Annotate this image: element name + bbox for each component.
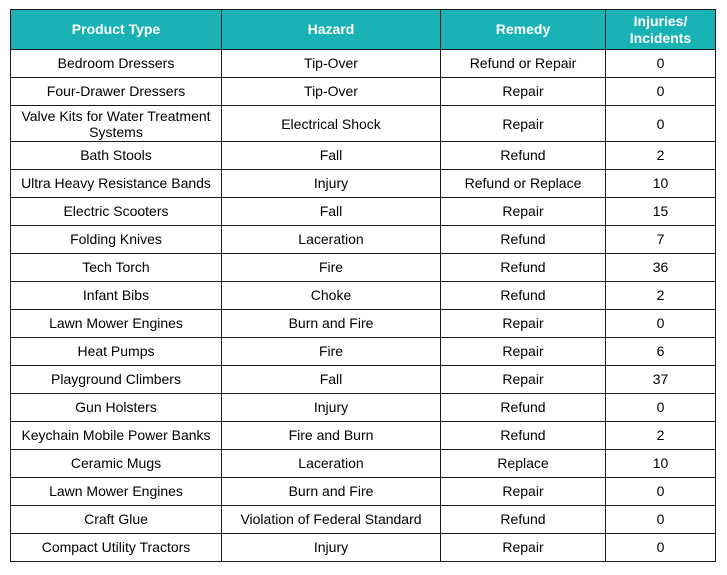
cell-product-type: Craft Glue bbox=[11, 506, 222, 534]
header-injuries-incidents: Injuries/ Incidents bbox=[606, 10, 716, 50]
table-row bbox=[11, 282, 716, 310]
table-row bbox=[11, 450, 716, 478]
cell-injuries: 0 bbox=[606, 506, 716, 534]
cell-remedy: Refund bbox=[441, 506, 606, 534]
cell-product-type: Compact Utility Tractors bbox=[11, 534, 222, 562]
cell-remedy: Replace bbox=[441, 450, 606, 478]
cell-hazard: Fall bbox=[222, 198, 441, 226]
cell-hazard: Laceration bbox=[222, 226, 441, 254]
cell-product-type: Bath Stools bbox=[11, 142, 222, 170]
cell-hazard: Tip-Over bbox=[222, 50, 441, 78]
cell-hazard: Choke bbox=[222, 282, 441, 310]
cell-product-type: Heat Pumps bbox=[11, 338, 222, 366]
cell-hazard: Injury bbox=[222, 534, 441, 562]
cell-remedy: Repair bbox=[441, 534, 606, 562]
cell-hazard: Burn and Fire bbox=[222, 478, 441, 506]
table-row bbox=[11, 254, 716, 282]
cell-injuries: 0 bbox=[606, 106, 716, 142]
cell-hazard: Fall bbox=[222, 366, 441, 394]
recall-table bbox=[10, 9, 716, 562]
header-row bbox=[11, 10, 716, 50]
cell-product-type: Electric Scooters bbox=[11, 198, 222, 226]
cell-hazard: Electrical Shock bbox=[222, 106, 441, 142]
table-row bbox=[11, 506, 716, 534]
table-row bbox=[11, 534, 716, 562]
cell-injuries: 0 bbox=[606, 310, 716, 338]
cell-injuries: 6 bbox=[606, 338, 716, 366]
cell-remedy: Repair bbox=[441, 338, 606, 366]
cell-remedy: Repair bbox=[441, 366, 606, 394]
cell-remedy: Refund bbox=[441, 254, 606, 282]
cell-injuries: 10 bbox=[606, 450, 716, 478]
cell-injuries: 15 bbox=[606, 198, 716, 226]
cell-remedy: Refund or Repair bbox=[441, 50, 606, 78]
cell-injuries: 37 bbox=[606, 366, 716, 394]
cell-remedy: Repair bbox=[441, 478, 606, 506]
cell-injuries: 2 bbox=[606, 282, 716, 310]
cell-product-type: Lawn Mower Engines bbox=[11, 310, 222, 338]
table-row bbox=[11, 366, 716, 394]
cell-injuries: 0 bbox=[606, 394, 716, 422]
cell-injuries: 36 bbox=[606, 254, 716, 282]
cell-remedy: Refund bbox=[441, 226, 606, 254]
table-row bbox=[11, 394, 716, 422]
cell-injuries: 2 bbox=[606, 142, 716, 170]
cell-product-type: Infant Bibs bbox=[11, 282, 222, 310]
cell-product-type: Gun Holsters bbox=[11, 394, 222, 422]
header-product-type: Product Type bbox=[11, 10, 222, 50]
cell-remedy: Repair bbox=[441, 106, 606, 142]
cell-product-type: Bedroom Dressers bbox=[11, 50, 222, 78]
cell-product-type: Folding Knives bbox=[11, 226, 222, 254]
table-row bbox=[11, 422, 716, 450]
cell-injuries: 0 bbox=[606, 50, 716, 78]
cell-injuries: 7 bbox=[606, 226, 716, 254]
cell-product-type: Playground Climbers bbox=[11, 366, 222, 394]
cell-injuries: 0 bbox=[606, 534, 716, 562]
cell-product-type: Tech Torch bbox=[11, 254, 222, 282]
cell-remedy: Repair bbox=[441, 78, 606, 106]
cell-product-type: Lawn Mower Engines bbox=[11, 478, 222, 506]
cell-product-type: Ceramic Mugs bbox=[11, 450, 222, 478]
table-row bbox=[11, 50, 716, 78]
table-row bbox=[11, 142, 716, 170]
cell-injuries: 0 bbox=[606, 478, 716, 506]
cell-remedy: Refund or Replace bbox=[441, 170, 606, 198]
cell-hazard: Laceration bbox=[222, 450, 441, 478]
cell-hazard: Injury bbox=[222, 394, 441, 422]
table-row bbox=[11, 478, 716, 506]
cell-remedy: Repair bbox=[441, 310, 606, 338]
header-hazard: Hazard bbox=[222, 10, 441, 50]
cell-hazard: Burn and Fire bbox=[222, 310, 441, 338]
cell-product-type: Keychain Mobile Power Banks bbox=[11, 422, 222, 450]
table-row bbox=[11, 310, 716, 338]
cell-hazard: Violation of Federal Standard bbox=[222, 506, 441, 534]
table-row bbox=[11, 226, 716, 254]
cell-hazard: Tip-Over bbox=[222, 78, 441, 106]
table-row bbox=[11, 198, 716, 226]
header-remedy: Remedy bbox=[441, 10, 606, 50]
table-row bbox=[11, 106, 716, 142]
cell-remedy: Refund bbox=[441, 422, 606, 450]
cell-product-type: Ultra Heavy Resistance Bands bbox=[11, 170, 222, 198]
cell-hazard: Fire bbox=[222, 254, 441, 282]
table-row bbox=[11, 170, 716, 198]
cell-hazard: Injury bbox=[222, 170, 441, 198]
cell-injuries: 2 bbox=[606, 422, 716, 450]
cell-remedy: Refund bbox=[441, 142, 606, 170]
table-row bbox=[11, 78, 716, 106]
cell-hazard: Fire bbox=[222, 338, 441, 366]
cell-injuries: 0 bbox=[606, 78, 716, 106]
cell-product-type: Four-Drawer Dressers bbox=[11, 78, 222, 106]
cell-remedy: Refund bbox=[441, 394, 606, 422]
cell-product-type: Valve Kits for Water Treatment Systems bbox=[11, 106, 222, 142]
cell-remedy: Repair bbox=[441, 198, 606, 226]
cell-hazard: Fall bbox=[222, 142, 441, 170]
cell-remedy: Refund bbox=[441, 282, 606, 310]
cell-injuries: 10 bbox=[606, 170, 716, 198]
cell-hazard: Fire and Burn bbox=[222, 422, 441, 450]
table-row bbox=[11, 338, 716, 366]
